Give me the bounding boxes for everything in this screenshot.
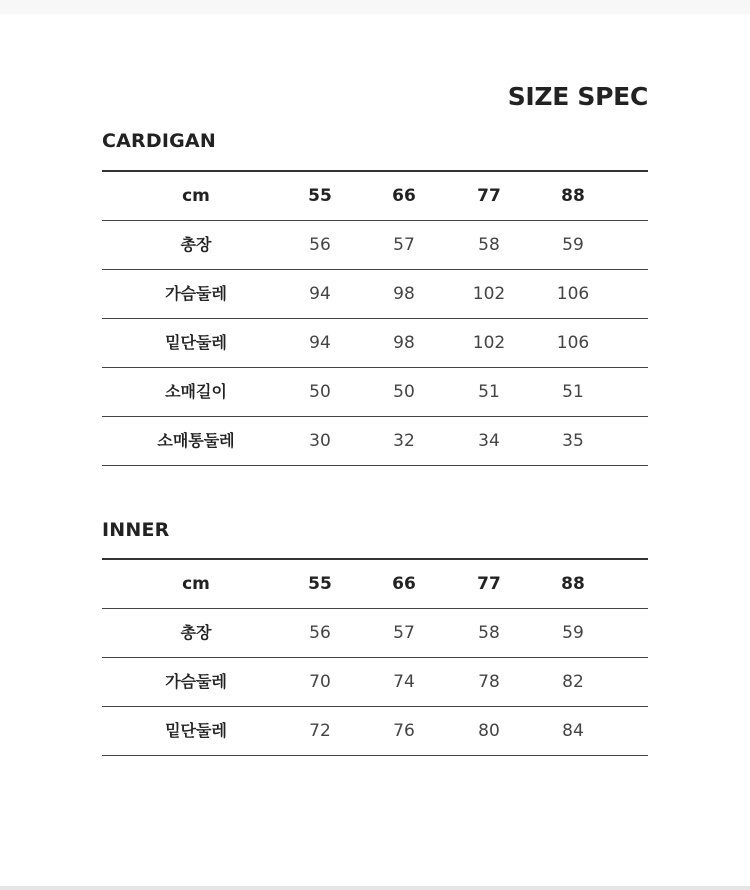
table-cell: 72 (309, 721, 331, 741)
table-cell: 58 (478, 623, 500, 643)
table-row (102, 609, 648, 658)
header-cell-size: 66 (392, 186, 416, 206)
row-label: 소매통둘레 (157, 431, 235, 450)
header-cell-unit: cm (182, 186, 210, 206)
page-title: SIZE SPEC (507, 82, 648, 111)
table-cell: 94 (309, 333, 331, 353)
row-label: 총장 (180, 235, 212, 254)
table-cell: 58 (478, 235, 500, 255)
table-cell: 82 (562, 672, 584, 692)
table-cell: 56 (309, 235, 331, 255)
section-title-cardigan: CARDIGAN (102, 130, 216, 152)
row-label: 소매길이 (165, 382, 227, 401)
table-cell: 57 (393, 623, 415, 643)
table-cell: 70 (309, 672, 331, 692)
table-header-row (102, 172, 648, 221)
table-cell: 56 (309, 623, 331, 643)
header-cell-size: 66 (392, 574, 416, 594)
table-cell: 51 (562, 382, 584, 402)
row-label: 밑단둘레 (165, 721, 227, 740)
top-band (0, 0, 750, 14)
table-cell: 32 (393, 431, 415, 451)
header-cell-size: 88 (561, 574, 585, 594)
header-cell-size: 55 (308, 574, 332, 594)
table-cell: 51 (478, 382, 500, 402)
header-cell-size: 77 (477, 574, 501, 594)
inner-size-table (102, 558, 648, 756)
table-row (102, 368, 648, 417)
table-cell: 76 (393, 721, 415, 741)
section-title-inner: INNER (102, 519, 170, 541)
table-cell: 59 (562, 235, 584, 255)
table-cell: 94 (309, 284, 331, 304)
table-header-row (102, 560, 648, 609)
table-cell: 84 (562, 721, 584, 741)
table-row (102, 658, 648, 707)
header-cell-unit: cm (182, 574, 210, 594)
row-label: 총장 (180, 623, 212, 642)
table-cell: 98 (393, 284, 415, 304)
cardigan-size-table (102, 170, 648, 466)
table-cell: 102 (472, 284, 506, 304)
header-cell-size: 55 (308, 186, 332, 206)
table-cell: 35 (562, 431, 584, 451)
table-cell: 50 (309, 382, 331, 402)
table-cell: 30 (309, 431, 331, 451)
row-label: 밑단둘레 (165, 333, 227, 352)
table-cell: 102 (472, 333, 506, 353)
table-cell: 78 (478, 672, 500, 692)
table-cell: 34 (478, 431, 500, 451)
table-cell: 106 (556, 284, 590, 304)
table-cell: 98 (393, 333, 415, 353)
table-cell: 74 (393, 672, 415, 692)
bottom-band (0, 886, 750, 890)
table-row (102, 270, 648, 319)
row-label: 가슴둘레 (165, 672, 227, 691)
table-row (102, 221, 648, 270)
header-cell-size: 88 (561, 186, 585, 206)
table-row (102, 319, 648, 368)
table-row (102, 417, 648, 466)
table-cell: 106 (556, 333, 590, 353)
header-cell-size: 77 (477, 186, 501, 206)
table-cell: 50 (393, 382, 415, 402)
table-cell: 80 (478, 721, 500, 741)
table-cell: 57 (393, 235, 415, 255)
table-row (102, 707, 648, 756)
row-label: 가슴둘레 (165, 284, 227, 303)
table-cell: 59 (562, 623, 584, 643)
